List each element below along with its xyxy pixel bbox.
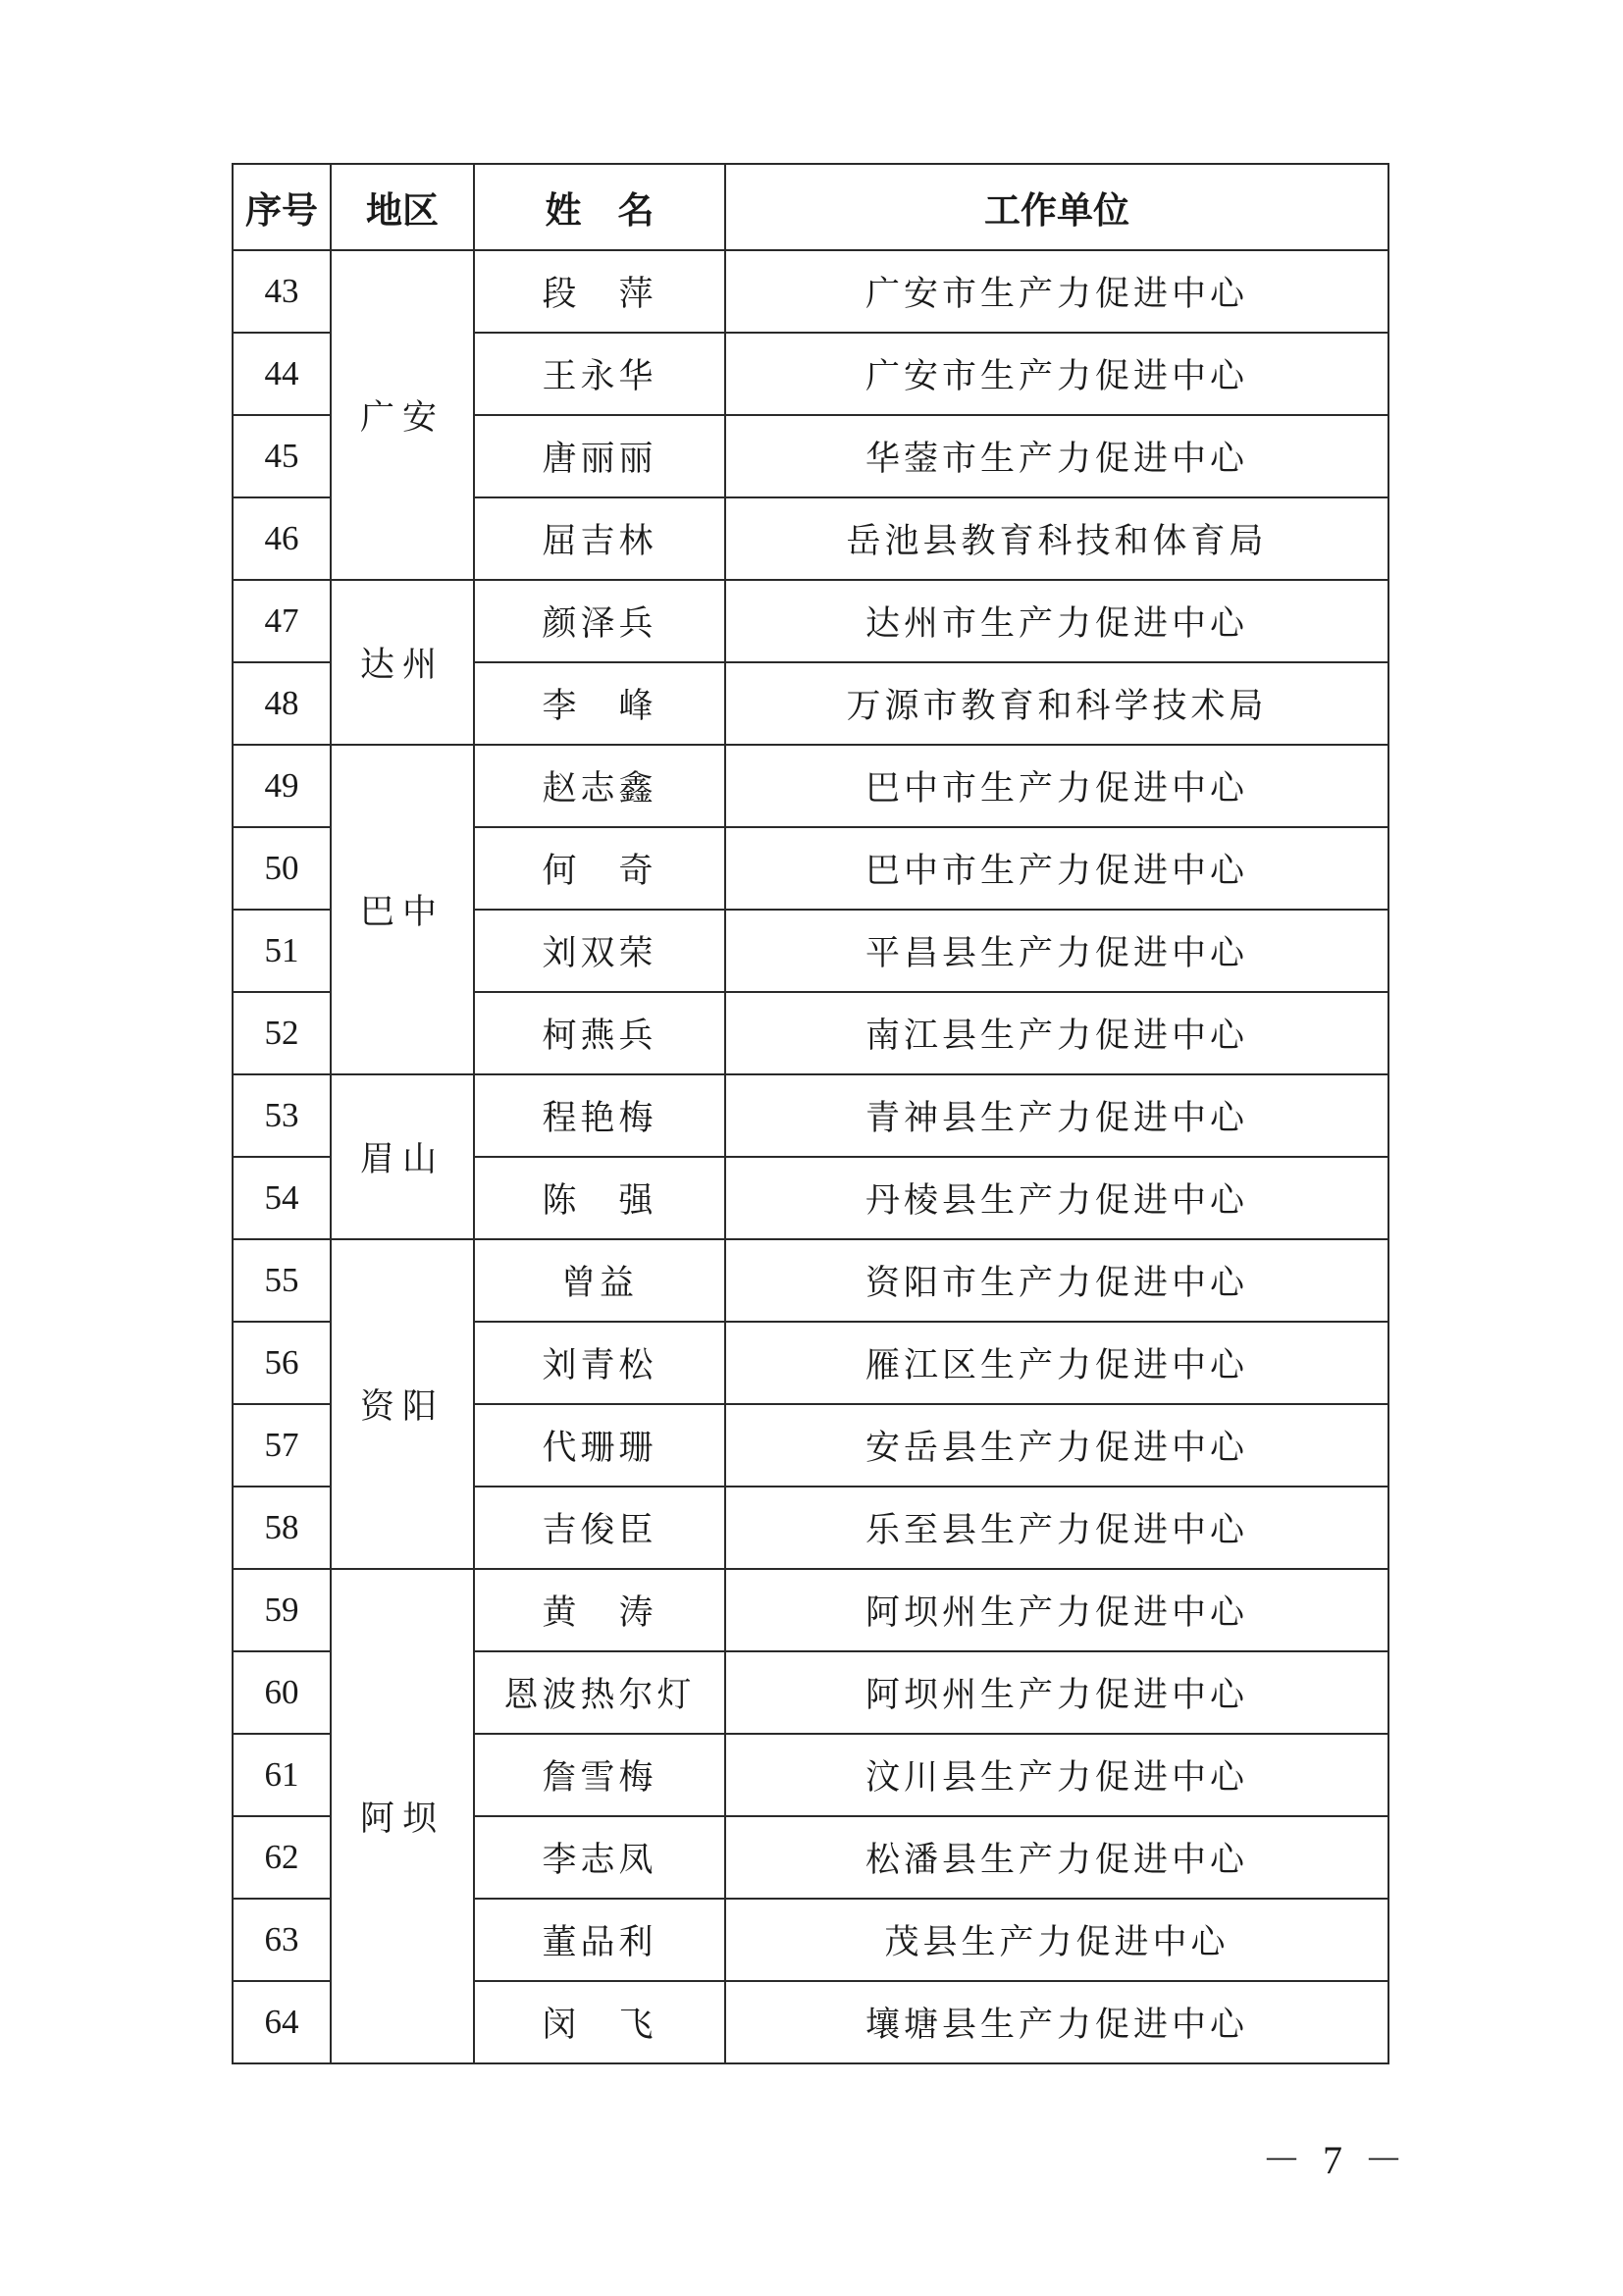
table-row xyxy=(233,745,1388,827)
work-unit: 丹棱县生产力促进中心 xyxy=(725,1157,1388,1239)
work-unit: 平昌县生产力促进中心 xyxy=(725,910,1388,992)
row-number: 52 xyxy=(233,992,331,1074)
row-number: 49 xyxy=(233,745,331,827)
person-name: 程艳梅 xyxy=(474,1074,725,1157)
table-row xyxy=(233,580,1388,662)
row-number: 50 xyxy=(233,827,331,910)
row-number: 51 xyxy=(233,910,331,992)
person-name: 曾益 xyxy=(474,1239,725,1322)
work-unit: 汶川县生产力促进中心 xyxy=(725,1734,1388,1816)
row-number: 56 xyxy=(233,1322,331,1404)
row-number: 55 xyxy=(233,1239,331,1322)
person-name: 刘青松 xyxy=(474,1322,725,1404)
person-name: 代珊珊 xyxy=(474,1404,725,1487)
work-unit: 阿坝州生产力促进中心 xyxy=(725,1651,1388,1734)
row-number: 61 xyxy=(233,1734,331,1816)
work-unit: 雁江区生产力促进中心 xyxy=(725,1322,1388,1404)
row-number: 63 xyxy=(233,1899,331,1981)
row-number: 53 xyxy=(233,1074,331,1157)
person-name: 唐丽丽 xyxy=(474,415,725,497)
personnel-table xyxy=(232,163,1389,2064)
header-name: 姓 名 xyxy=(474,164,725,250)
person-name: 屈吉林 xyxy=(474,497,725,580)
table-row xyxy=(233,1074,1388,1157)
person-name: 王永华 xyxy=(474,333,725,415)
row-number: 59 xyxy=(233,1569,331,1651)
person-name: 何 奇 xyxy=(474,827,725,910)
row-number: 58 xyxy=(233,1487,331,1569)
region-cell: 巴中 xyxy=(331,745,474,1074)
work-unit: 万源市教育和科学技术局 xyxy=(725,662,1388,745)
row-number: 47 xyxy=(233,580,331,662)
person-name: 李 峰 xyxy=(474,662,725,745)
table-row xyxy=(233,250,1388,333)
work-unit: 青神县生产力促进中心 xyxy=(725,1074,1388,1157)
region-cell: 广安 xyxy=(331,250,474,580)
table-header xyxy=(233,164,1388,250)
person-name: 詹雪梅 xyxy=(474,1734,725,1816)
person-name: 赵志鑫 xyxy=(474,745,725,827)
person-name: 段 萍 xyxy=(474,250,725,333)
region-cell: 阿坝 xyxy=(331,1569,474,2063)
work-unit: 乐至县生产力促进中心 xyxy=(725,1487,1388,1569)
work-unit: 达州市生产力促进中心 xyxy=(725,580,1388,662)
person-name: 吉俊臣 xyxy=(474,1487,725,1569)
person-name: 颜泽兵 xyxy=(474,580,725,662)
header-region: 地区 xyxy=(331,164,474,250)
region-cell: 资阳 xyxy=(331,1239,474,1569)
row-number: 60 xyxy=(233,1651,331,1734)
region-cell: 眉山 xyxy=(331,1074,474,1239)
person-name: 闵 飞 xyxy=(474,1981,725,2063)
table-row xyxy=(233,1239,1388,1322)
work-unit: 广安市生产力促进中心 xyxy=(725,333,1388,415)
work-unit: 资阳市生产力促进中心 xyxy=(725,1239,1388,1322)
page-number: － 7 － xyxy=(1262,2138,1409,2182)
header-row xyxy=(233,164,1388,250)
person-name: 陈 强 xyxy=(474,1157,725,1239)
person-name: 黄 涛 xyxy=(474,1569,725,1651)
work-unit: 南江县生产力促进中心 xyxy=(725,992,1388,1074)
person-name: 柯燕兵 xyxy=(474,992,725,1074)
work-unit: 岳池县教育科技和体育局 xyxy=(725,497,1388,580)
row-number: 48 xyxy=(233,662,331,745)
work-unit: 广安市生产力促进中心 xyxy=(725,250,1388,333)
person-name: 恩波热尔灯 xyxy=(474,1651,725,1734)
row-number: 43 xyxy=(233,250,331,333)
work-unit: 松潘县生产力促进中心 xyxy=(725,1816,1388,1899)
person-name: 刘双荣 xyxy=(474,910,725,992)
row-number: 57 xyxy=(233,1404,331,1487)
work-unit: 巴中市生产力促进中心 xyxy=(725,745,1388,827)
region-cell: 达州 xyxy=(331,580,474,745)
work-unit: 华蓥市生产力促进中心 xyxy=(725,415,1388,497)
table-body xyxy=(233,250,1388,2063)
row-number: 64 xyxy=(233,1981,331,2063)
work-unit: 安岳县生产力促进中心 xyxy=(725,1404,1388,1487)
table-row xyxy=(233,1569,1388,1651)
row-number: 44 xyxy=(233,333,331,415)
work-unit: 壤塘县生产力促进中心 xyxy=(725,1981,1388,2063)
person-name: 董品利 xyxy=(474,1899,725,1981)
row-number: 62 xyxy=(233,1816,331,1899)
header-unit: 工作单位 xyxy=(725,164,1388,250)
work-unit: 巴中市生产力促进中心 xyxy=(725,827,1388,910)
person-name: 李志凤 xyxy=(474,1816,725,1899)
work-unit: 茂县生产力促进中心 xyxy=(725,1899,1388,1981)
header-no: 序号 xyxy=(233,164,331,250)
row-number: 46 xyxy=(233,497,331,580)
row-number: 54 xyxy=(233,1157,331,1239)
row-number: 45 xyxy=(233,415,331,497)
work-unit: 阿坝州生产力促进中心 xyxy=(725,1569,1388,1651)
